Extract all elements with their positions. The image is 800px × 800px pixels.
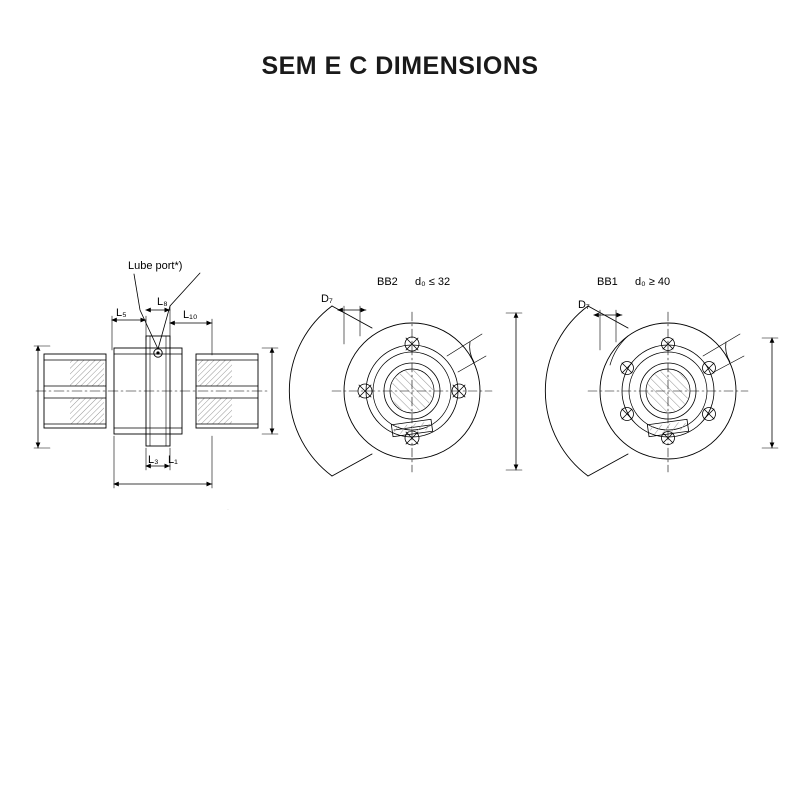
label-bb2-condition: d₀ ≤ 32 bbox=[415, 276, 451, 288]
label-l1: L₁ bbox=[168, 454, 178, 466]
label-bb1-d7: D₇ bbox=[578, 299, 590, 311]
label-bb2-title: BB2 bbox=[377, 276, 398, 288]
label-bb2-d7: D₇ bbox=[321, 293, 333, 305]
bb2-section-group bbox=[289, 306, 522, 476]
label-l10: L₁₀ bbox=[183, 309, 198, 321]
label-lube-port: Lube port*) bbox=[128, 260, 183, 272]
label-l3: L₃ bbox=[148, 454, 159, 466]
label-bb1-title: BB1 bbox=[597, 276, 618, 288]
technical-drawing bbox=[0, 110, 800, 510]
bb1-section-group bbox=[545, 306, 778, 476]
label-bb1-condition: d₀ ≥ 40 bbox=[635, 276, 671, 288]
label-l8: L₈ bbox=[157, 296, 168, 308]
page-title: SEM E C DIMENSIONS bbox=[261, 52, 539, 80]
label-l5: L₅ bbox=[116, 307, 127, 319]
